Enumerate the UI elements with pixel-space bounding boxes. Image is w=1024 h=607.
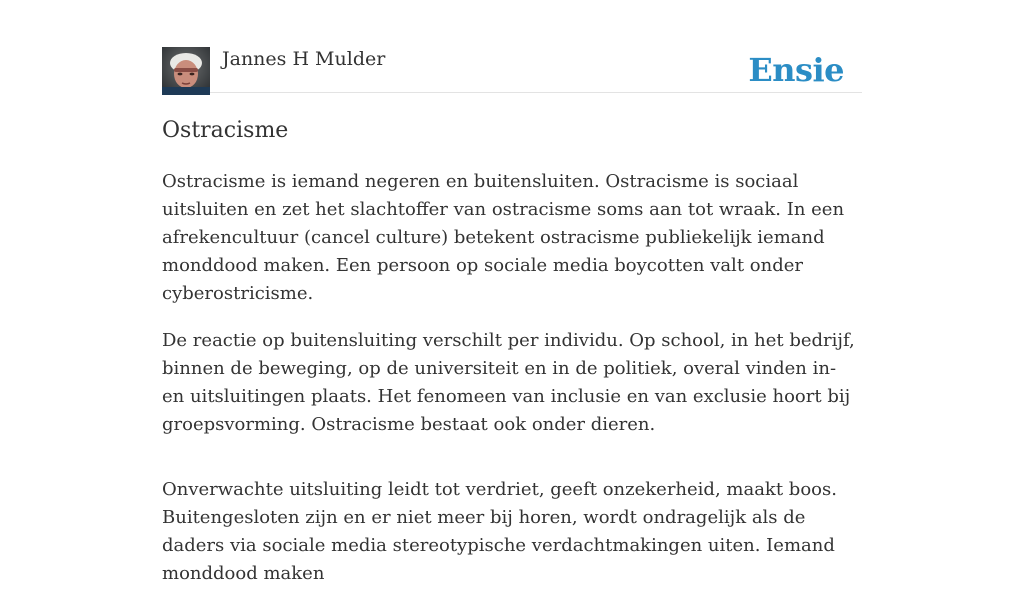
article-paragraph: Ostracisme is iemand negeren en buitensluiten. Ostracisme is sociaal uitsluiten en zet het slachtoffer van ostracisme soms aan tot wraak. In een afrekencultuur (cancel culture) betekent ostracisme publiekelijk iemand monddood maken. Een persoon op sociale media boycotten valt onder cyberostricisme. <box>162 171 845 304</box>
page-title: Ostracisme <box>162 118 289 143</box>
avatar[interactable] <box>162 47 210 95</box>
author-avatar-icon <box>162 47 210 95</box>
article-body <box>162 168 862 607</box>
article-paragraph: De reactie op buitensluiting verschilt per individu. Op school, in het bedrijf, binnen de beweging, op de universiteit en in de politiek, overal vinden in- en uitsluitingen plaats. Het fenomeen van inclusie en van exclusie hoort bij groepsvorming. Ostracisme bestaat ook onder dieren. <box>162 330 855 435</box>
article-header <box>162 46 862 93</box>
author-name[interactable]: Jannes H Mulder <box>222 48 386 70</box>
brand-logo[interactable]: Ensie <box>748 51 844 89</box>
article-paragraph: Onverwachte uitsluiting leidt tot verdriet, geeft onzekerheid, maakt boos. Buitengesloten zijn en er niet meer bij horen, wordt ondragelijk als de daders via sociale media stereotypische verdachtmakingen uiten. Iemand monddood maken <box>162 479 837 584</box>
